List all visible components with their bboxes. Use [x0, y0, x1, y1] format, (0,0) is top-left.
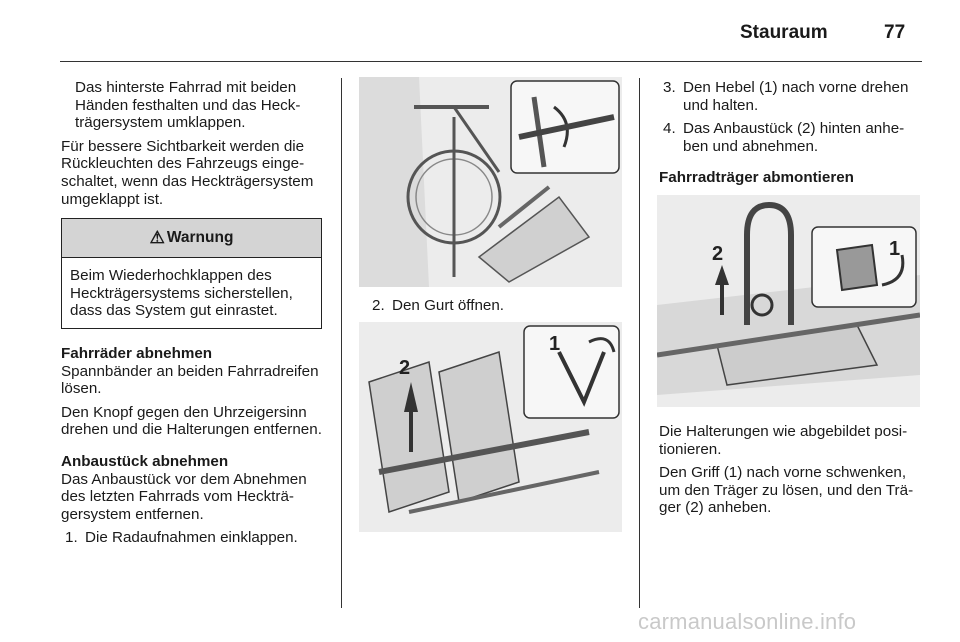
figure-attachment-removal: [359, 322, 622, 532]
paragraph-remove-attachment: Das Anbaustück vor dem Abnehmen des letzten Fahrrads vom Heckträgersystem entfernen.: [61, 470, 307, 523]
figure-2-label-2: 2: [399, 357, 411, 379]
step-1: [61, 529, 327, 547]
figure-carrier-removal: [657, 195, 920, 407]
figure-attachment-removal-drawing: [359, 322, 622, 532]
paragraph-position-holders: Die Halterungen wie abgebildet positionieren.: [659, 423, 908, 458]
header-rule: [60, 61, 922, 62]
paragraph-release-straps: Spannbänder an beiden Fahrradreifen lösen.: [61, 362, 319, 398]
column-divider-left: [341, 78, 342, 608]
paragraph-rear-lights: Für bessere Sichtbarkeit werden die Rückleuchten des Fahrzeugs eingeschaltet, wenn das Heckträgersystem umgeklappt ist.: [61, 137, 314, 208]
step-4-text: Das Anbaustück (2) hinten anheben und abnehmen.: [683, 120, 905, 155]
step-4: [659, 120, 921, 155]
heading-remove-carrier: Fahrradträger abmontieren: [659, 169, 854, 187]
warning-box: [61, 218, 322, 329]
page-number: 77: [884, 22, 906, 43]
warning-title: Warnung: [166, 229, 234, 247]
warning-header: [62, 219, 321, 258]
paragraph-swing-handle: Den Griff (1) nach vorne schwenken, um den Träger zu lösen, und den Träger (2) anheben.: [659, 464, 914, 517]
left-column: [61, 79, 327, 553]
step-1-number: 1.: [65, 529, 78, 547]
step-4-number: 4.: [663, 120, 676, 138]
step-3-text: Den Hebel (1) nach vorne drehen und halten.: [683, 79, 909, 114]
page-title: Stauraum: [740, 22, 828, 43]
step-3-number: 3.: [663, 79, 676, 96]
paragraph-fold-carrier: Das hinterste Fahrrad mit beiden Händen festhalten und das Heckträgersystem umklappen.: [75, 79, 301, 132]
figure-2-label-1: 1: [549, 333, 561, 355]
step-2-number: 2.: [372, 297, 385, 314]
figure-carrier-folded: [359, 77, 622, 287]
right-column-lower: [659, 423, 921, 523]
middle-step-2: [368, 297, 618, 321]
step-1-text: Die Radaufnahmen einklappen.: [85, 529, 298, 547]
paragraph-turn-knob: Den Knopf gegen den Uhrzeigersinn drehen und die Halterungen entfernen.: [61, 403, 322, 439]
warning-triangle-icon: ⚠: [149, 228, 165, 248]
watermark-text: carmanualsonline.info: [638, 609, 857, 634]
heading-remove-attachment: Anbaustück abnehmen: [61, 452, 229, 470]
figure-carrier-folded-drawing: [359, 77, 622, 287]
figure-carrier-removal-drawing: [657, 195, 920, 407]
figure-3-label-1: 1: [889, 238, 901, 260]
step-3: [659, 79, 921, 114]
heading-remove-bikes: Fahrräder abnehmen: [61, 344, 213, 362]
step-2-text: Den Gurt öffnen.: [392, 297, 505, 314]
step-2: [368, 297, 618, 315]
warning-text: Beim Wiederhochklappen des Heckträgersystems sicherstellen, dass das System gut einrastet.: [70, 267, 293, 320]
right-column: [659, 79, 921, 187]
column-divider-right: [639, 78, 640, 608]
figure-3-label-2: 2: [712, 243, 724, 265]
